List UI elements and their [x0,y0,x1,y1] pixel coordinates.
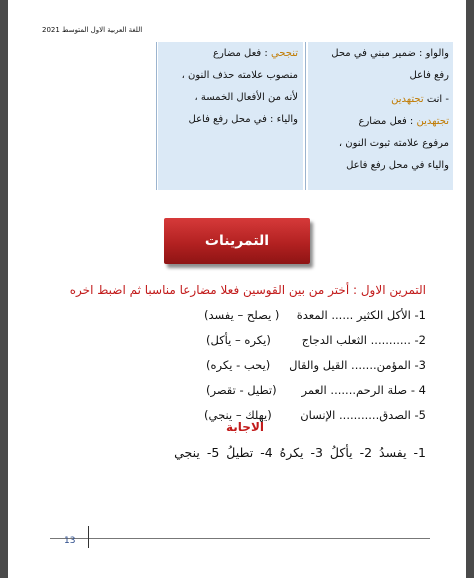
right-line-3-highlight: تجتهدين [391,94,424,105]
right-line-2: رفع فاعل [409,70,449,81]
left-line-3: لأنه من الأفعال الخمسة ، [194,92,298,103]
left-line-1-rest: : فعل مضارع [212,48,271,59]
answer-text: 1- يفسدُ 2- يأكلُ 3- يكرهُ 4- تطيلُ 5- ينجي [174,445,426,460]
right-line-1: والواو : ضمير مبني في محل [331,48,449,59]
footer-divider [88,526,89,548]
table-left-text [160,46,298,128]
right-line-6: والياء في محل رفع فاعل [346,160,449,171]
exercise-item-3: 3- المؤمن....... القيل والقال [289,358,426,372]
table-border-left [156,42,157,190]
exercise-options-5: (يهلك – ينجي) [204,408,272,422]
right-line-5: مرفوع علامته ثبوت النون ، [338,138,449,149]
page-number: 13 [64,536,76,546]
table-right-text [308,46,449,174]
right-line-4-rest: : فعل مضارع [358,116,417,127]
left-line-2: منصوب علامته حذف النون ، [181,70,298,81]
exercise-options-4: (تطيل - تقصر) [206,383,277,397]
exercise-item-2: 2- ........... الثعلب الدجاج [301,333,426,347]
exercise-options-2: (يكره – يأكل) [206,333,271,347]
footer-rule [50,538,430,539]
left-line-1-highlight: تنجحي [270,48,298,59]
exercise-item-1: 1- الأكل الكثير ...... المعدة [296,308,426,322]
right-line-3 [308,92,449,108]
exercise-item-4: 4 - صلة الرحم....... العمر [301,383,426,397]
exercise-options-3: (يحب - يكره) [206,358,271,372]
exercise-title: التمرين الاول : أختر من بين القوسين فعلا مضارعا مناسبا ثم اضبط اخره [69,283,426,297]
right-line-4 [308,114,449,130]
table-divider [305,42,306,190]
answer-label: الاجابة [226,420,264,434]
exercises-banner: التمرينات [164,218,310,264]
left-line-4: والياء : في محل رفع فاعل [188,114,298,125]
exercise-options-1: ( يصلح – يفسد) [204,308,280,322]
exercise-item-5: 5- الصدق........... الإنسان [300,408,426,422]
left-line-1 [160,46,298,62]
right-line-4-highlight: تجتهدين [416,116,449,127]
document-page [8,0,466,578]
header-title: اللغة العربية الاول المتوسط 2021 [42,26,143,34]
right-line-3-prefix: - انت [423,94,449,105]
